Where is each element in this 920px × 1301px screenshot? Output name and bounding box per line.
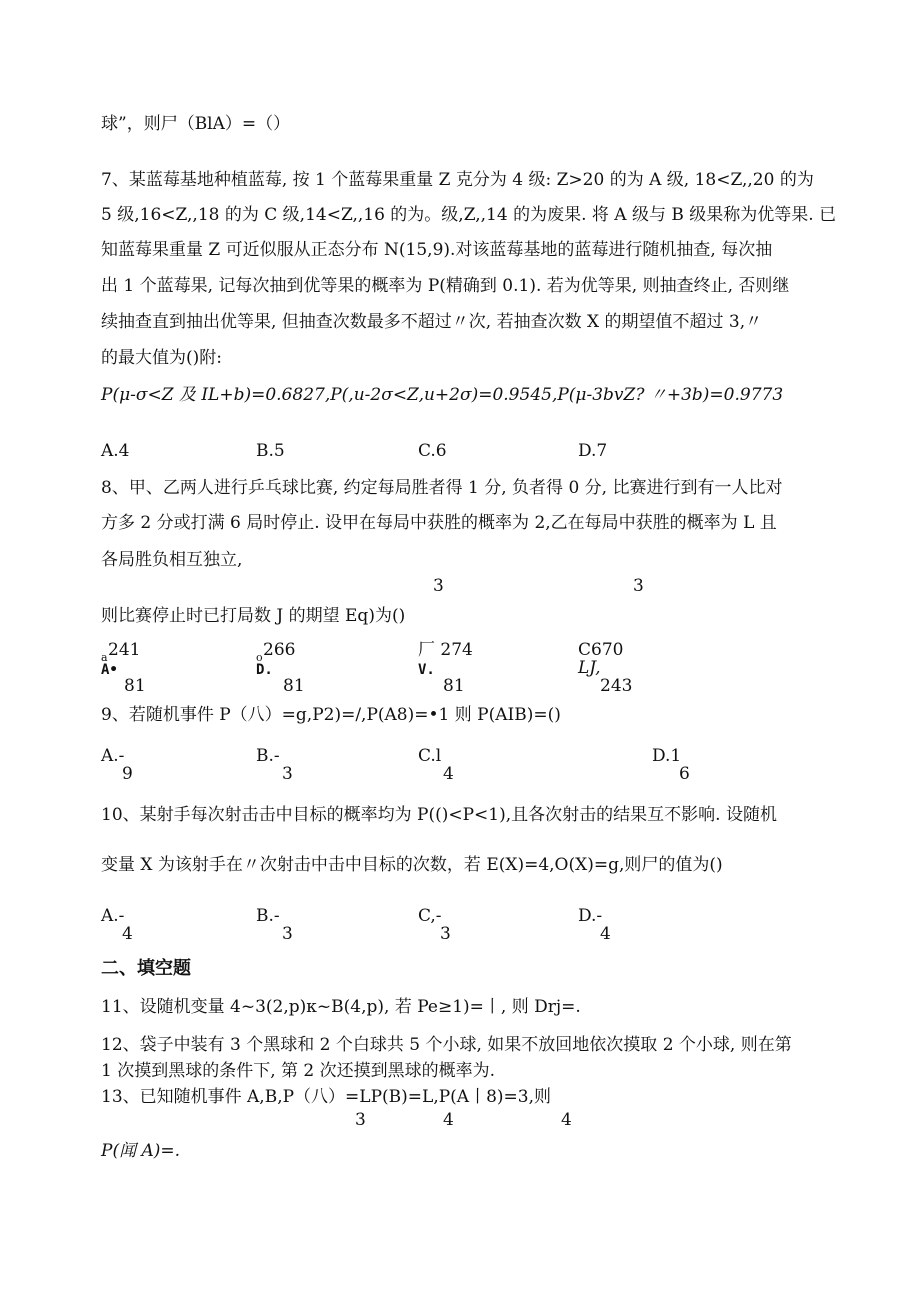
q10-option-b: B.-: [256, 906, 280, 926]
q8-denominator-1: 3: [433, 576, 444, 596]
q7-line-4: 出 1 个蓝莓果, 记每次抽到优等果的概率为 P(精确到 0.1). 若为优等果, 则抽查终止, 否则继: [101, 276, 790, 296]
q10-option-a: A.-: [101, 906, 125, 926]
q13-line-1: 13、已知随机事件 A,B,P（八）=LP(B)=L,P(A丨8)=3,则: [101, 1087, 551, 1107]
q10-line-1: 10、某射手每次射击击中目标的概率均为 P(()<P<1),且各次射击的结果互不影响. 设随机: [101, 805, 777, 825]
q8-option-a-numerator: 241: [108, 640, 141, 660]
q8-option-c-denominator: 81: [443, 676, 465, 696]
q8-option-d-numerator: C670: [578, 640, 624, 660]
q8-option-a-label: A•: [101, 662, 118, 678]
q9-option-c-sub: 4: [443, 764, 454, 784]
q7-option-a: A.4: [101, 441, 130, 461]
q9-option-d-sub: 6: [679, 764, 690, 784]
q10-option-b-sub: 3: [282, 924, 293, 944]
q7-option-c: C.6: [418, 441, 447, 461]
q8-option-a-denominator: 81: [124, 676, 146, 696]
q10-option-c: C,-: [418, 906, 442, 926]
q8-line-1: 8、甲、乙两人进行乒乓球比赛, 约定每局胜者得 1 分, 负者得 0 分, 比赛进行到有一人比对: [101, 478, 783, 498]
q10-option-c-sub: 3: [440, 924, 451, 944]
q7-option-d: D.7: [578, 441, 608, 461]
q7-line-1: 7、某蓝莓基地种植蓝莓, 按 1 个蓝莓果重量 Z 克分为 4 级: Z>20 的为 A 级, 18<Z,,20 的为: [101, 170, 814, 190]
q8-option-b-label: D.: [256, 662, 273, 678]
q10-line-2: 变量 X 为该射手在〃次射击中击中目标的次数，若 E(X)=4,O(X)=g,则尸的值为(): [101, 855, 723, 875]
q8-line-4: 则比赛停止时已打局数 J 的期望 Eq)为(): [101, 606, 406, 626]
q13-sub-1: 3: [355, 1110, 366, 1130]
q11-line: 11、设随机变量 4~3(2,p)κ~B(4,p), 若 Pe≥1)=丨, 则 Drj=.: [101, 997, 581, 1017]
q10-option-a-sub: 4: [122, 924, 133, 944]
q13-sub-2: 4: [443, 1110, 454, 1130]
q9-option-b: B.-: [256, 746, 280, 766]
q7-line-3: 知蓝莓果重量 Z 可近似服从正态分布 N(15,9).对该蓝莓基地的蓝莓进行随机抽查, 每次抽: [101, 240, 773, 260]
q9-option-d: D.1: [652, 746, 682, 766]
q9-option-a: A.-: [101, 746, 125, 766]
q8-option-c-numerator: 厂 274: [418, 640, 473, 660]
q12-line-2: 1 次摸到黑球的条件下, 第 2 次还摸到黑球的概率为.: [101, 1061, 496, 1081]
q8-option-d-denominator: 243: [600, 676, 633, 696]
q8-option-b-numerator: 266: [263, 640, 296, 660]
q7-formula: P(μ-σ<Z 及 IL+b)=0.6827,P(,u-2σ<Z,u+2σ)=0.9545,P(μ-3bvZ? 〃+3b)=0.9773: [101, 385, 784, 405]
q6-tail-line: 球”，则尸（BlA）=（）: [101, 114, 291, 134]
q8-line-3: 各局胜负相互独立,: [101, 550, 243, 570]
q8-option-c-label: V.: [418, 662, 435, 678]
q7-line-2: 5 级,16<Z,,18 的为 C 级,14<Z,,16 的为。级,Z,,14 的为废果. 将 A 级与 B 级果称为优等果. 已: [101, 205, 837, 225]
q9-option-c: C.l: [418, 746, 442, 766]
q9-option-a-sub: 9: [122, 764, 133, 784]
q10-option-d: D.-: [578, 906, 603, 926]
section-heading-fill-in: 二、填空题: [101, 958, 191, 979]
q8-denominator-2: 3: [633, 576, 644, 596]
q13-line-2: P(闻 A)=.: [101, 1141, 181, 1161]
q8-line-2: 方多 2 分或打满 6 局时停止. 设甲在每局中获胜的概率为 2,乙在每局中获胜的概率为 L 且: [101, 513, 777, 533]
q8-option-d-label: LJ,: [578, 658, 601, 678]
q7-option-b: B.5: [256, 441, 285, 461]
q8-option-b-mark: o: [256, 651, 263, 664]
q8-option-a-mark: a: [101, 651, 108, 664]
q13-sub-3: 4: [561, 1110, 572, 1130]
q12-line-1: 12、袋子中装有 3 个黑球和 2 个白球共 5 个小球, 如果不放回地依次摸取 2 个小球, 则在第: [101, 1035, 792, 1055]
q10-option-d-sub: 4: [600, 924, 611, 944]
q7-line-5: 续抽查直到抽出优等果, 但抽查次数最多不超过〃次, 若抽查次数 X 的期望值不超过 3,〃: [101, 312, 763, 332]
q8-option-b-denominator: 81: [283, 676, 305, 696]
q9-option-b-sub: 3: [282, 764, 293, 784]
q7-line-6: 的最大值为()附:: [101, 348, 222, 368]
q9-line: 9、若随机事件 P（八）=g,P2)=/,P(A8)=•1 则 P(AIB)=(): [101, 705, 561, 725]
